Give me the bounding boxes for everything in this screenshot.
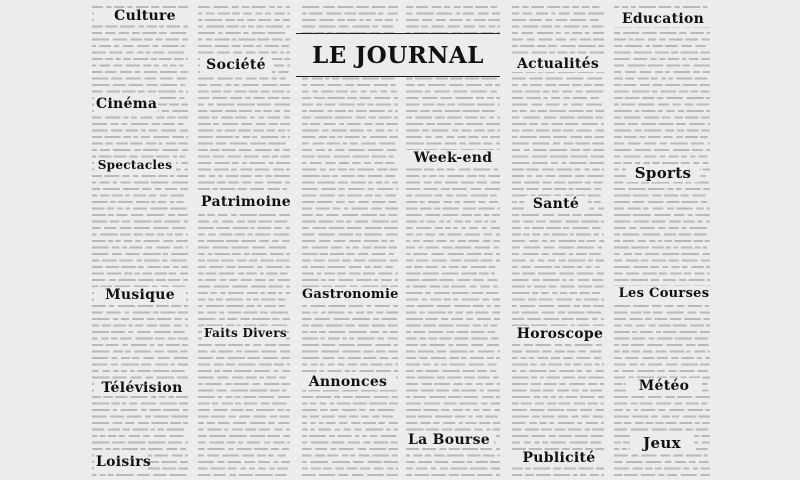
section-heading-gastronomie: Gastronomie [302, 287, 399, 302]
section-heading-cinema: Cinéma [96, 96, 158, 112]
section-heading-sante: Santé [524, 196, 588, 212]
masthead-title: LE JOURNAL [296, 33, 500, 77]
section-heading-spectacles: Spectacles [94, 158, 176, 172]
section-heading-actualites: Actualités [508, 56, 608, 72]
section-heading-sports: Sports [626, 164, 700, 182]
section-heading-horoscope: Horoscope [512, 326, 608, 342]
section-heading-loisirs: Loisirs [96, 454, 152, 470]
section-heading-meteo: Météo [626, 378, 702, 394]
section-heading-faits-divers: Faits Divers [204, 326, 287, 340]
section-heading-annonces: Annonces [300, 374, 396, 390]
section-heading-week-end: Week-end [404, 150, 502, 166]
section-heading-publicite: Publicité [510, 450, 608, 466]
section-heading-musique: Musique [94, 287, 186, 303]
section-heading-patrimoine: Patrimoine [196, 194, 296, 210]
section-heading-la-bourse: La Bourse [404, 432, 494, 448]
section-heading-television: Télévision [94, 380, 190, 396]
section-heading-jeux: Jeux [630, 434, 694, 452]
section-heading-education: Education [614, 11, 712, 27]
section-heading-les-courses: Les Courses [614, 286, 714, 301]
section-heading-culture: Culture [94, 8, 196, 24]
section-heading-societe: Société [200, 57, 272, 73]
